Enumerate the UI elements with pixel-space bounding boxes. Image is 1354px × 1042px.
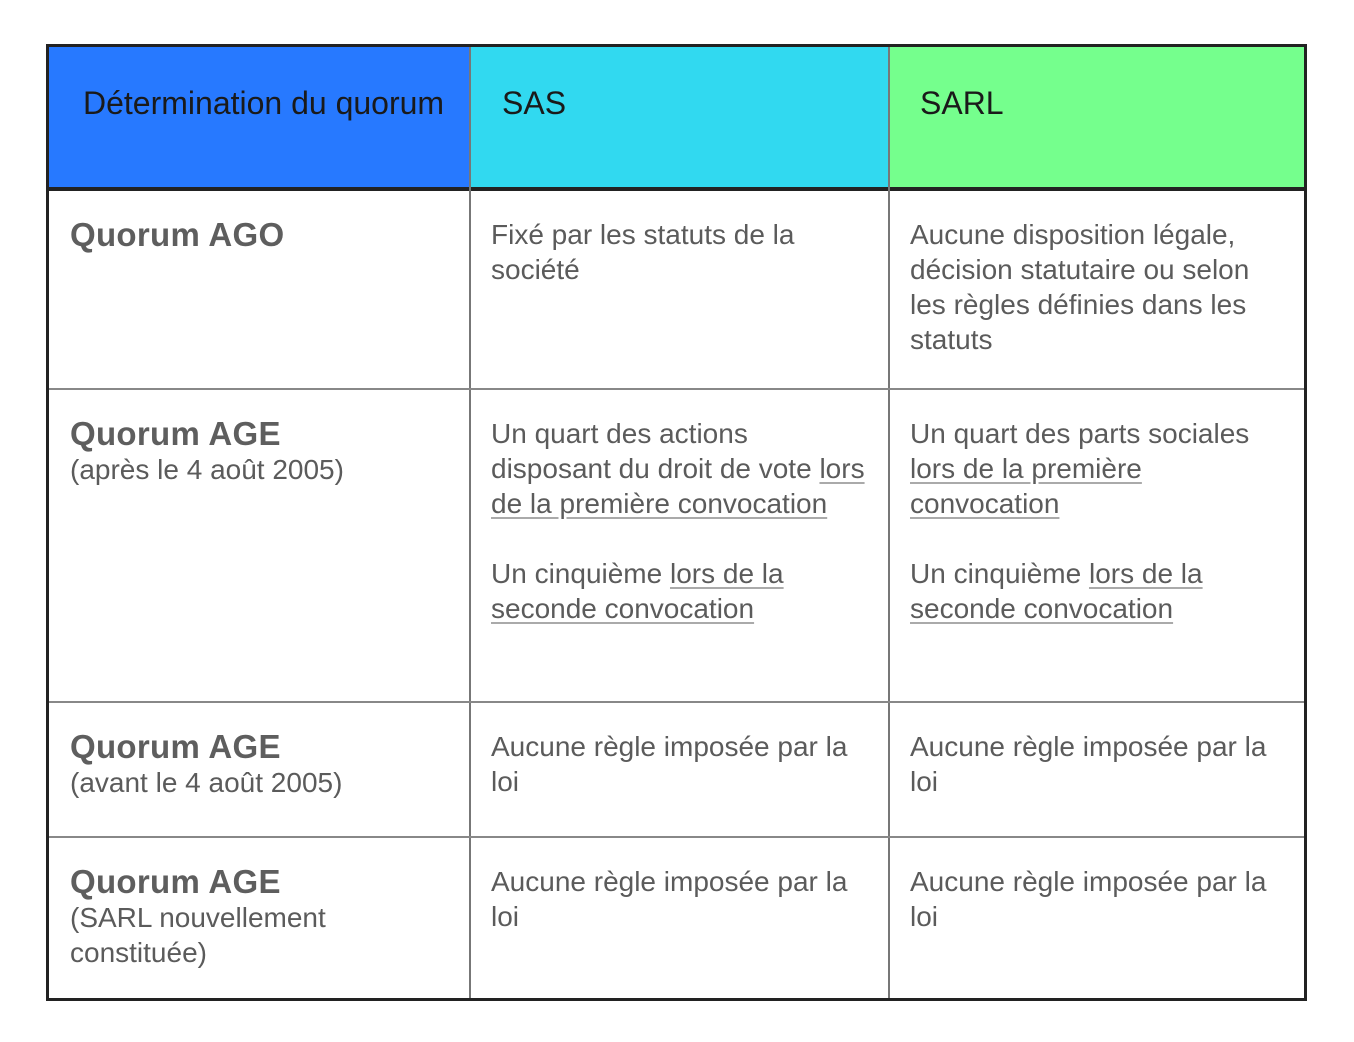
row-label-cell: [49, 703, 470, 836]
cell-paragraph: [910, 416, 1286, 521]
cell-paragraph: [491, 864, 871, 934]
row-divider: [49, 836, 1304, 838]
row-sublabel: (avant le 4 août 2005): [70, 767, 343, 798]
header-label: SAS: [502, 85, 567, 121]
cell-text: Un quart des parts sociales: [910, 418, 1250, 449]
row-label: Quorum AGE: [70, 415, 281, 452]
sarl-cell: [889, 838, 1304, 998]
row-sublabel: (après le 4 août 2005): [70, 454, 344, 485]
cell-paragraph: [910, 864, 1286, 934]
header-divider: [49, 187, 1304, 191]
sarl-cell: [889, 191, 1304, 388]
header-cell-sarl: [889, 47, 1304, 189]
row-label: Quorum AGE: [70, 728, 281, 765]
column-divider: [888, 47, 890, 998]
cell-text: Fixé par les statuts de la société: [491, 219, 795, 285]
header-cell-determination: [49, 47, 470, 189]
cell-paragraph: [910, 217, 1286, 357]
cell-text: Aucune règle imposée par la loi: [910, 731, 1267, 797]
cell-text: Aucune disposition légale, décision statutaire ou selon les règles définies dans les statuts: [910, 219, 1250, 355]
cell-paragraph: [491, 556, 871, 626]
sarl-cell: [889, 703, 1304, 836]
header-label: SARL: [920, 85, 1004, 121]
row-divider: [49, 701, 1304, 703]
row-label-cell: [49, 191, 470, 388]
row-label: Quorum AGE: [70, 863, 281, 900]
underlined-text: lors de la première convocation: [910, 453, 1142, 519]
underlined-text: lors de la seconde convocation: [491, 558, 784, 624]
cell-paragraph: [910, 729, 1286, 799]
sas-cell: [470, 838, 889, 998]
cell-paragraph: [910, 556, 1286, 626]
cell-text: Un cinquième: [491, 558, 670, 589]
row-label-cell: [49, 390, 470, 701]
row-label-cell: [49, 838, 470, 998]
cell-paragraph: [491, 416, 871, 521]
header-cell-sas: [470, 47, 889, 189]
column-divider: [469, 47, 471, 998]
sas-cell: [470, 703, 889, 836]
underlined-text: lors de la première convocation: [491, 453, 865, 519]
cell-text: Un quart des actions disposant du droit de vote: [491, 418, 820, 484]
sarl-cell: [889, 390, 1304, 701]
quorum-comparison-table: [46, 44, 1307, 1001]
cell-text: Aucune règle imposée par la loi: [910, 866, 1267, 932]
cell-text: Un cinquième: [910, 558, 1089, 589]
row-divider: [49, 388, 1304, 390]
cell-paragraph: [491, 217, 871, 287]
cell-text: Aucune règle imposée par la loi: [491, 866, 848, 932]
cell-paragraph: [491, 729, 871, 799]
cell-text: Aucune règle imposée par la loi: [491, 731, 848, 797]
row-sublabel: (SARL nouvellement constituée): [70, 902, 326, 968]
sas-cell: [470, 191, 889, 388]
header-label: Détermination du quorum: [83, 85, 445, 121]
row-label: Quorum AGO: [70, 216, 285, 253]
sas-cell: [470, 390, 889, 701]
underlined-text: lors de la seconde convocation: [910, 558, 1203, 624]
